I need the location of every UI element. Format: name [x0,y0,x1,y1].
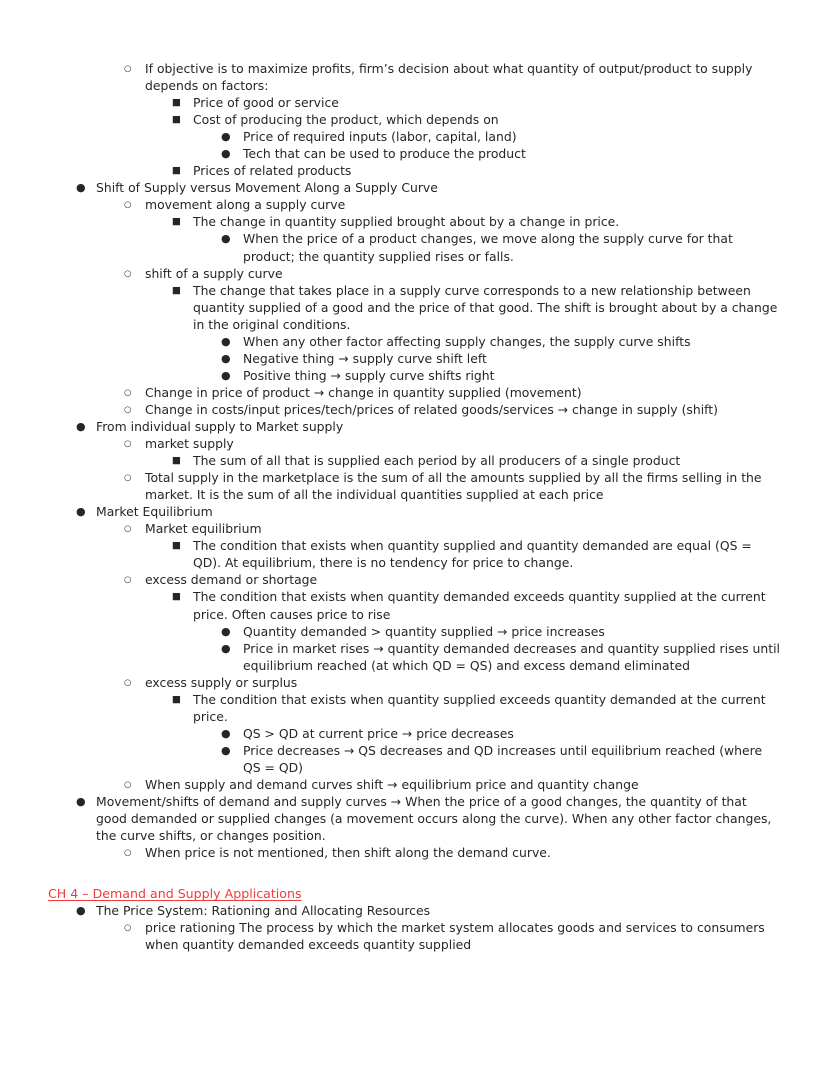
circle-bullet-icon: ○ [124,439,132,450]
square-bullet-icon: ■ [172,455,181,467]
outline-text: Shift of Supply versus Movement Along a Supply Curve [96,180,438,196]
outline-row [48,725,780,742]
outline-row [48,919,780,953]
outline-row [48,623,780,640]
outline-row [48,162,780,179]
outline-text: Market equilibrium [145,521,262,537]
outline-text: market supply [145,436,234,452]
list-item [48,401,780,418]
outline-text: If objective is to maximize profits, firm’s decision about what quantity of output/product to supply depends on factors: [145,61,753,94]
list-item [48,902,780,953]
outline-text: Negative thing → supply curve shift left [243,350,487,366]
outline-row [48,674,780,691]
outline-text: Price in market rises → quantity demanded decreases and quantity supplied rises until equilibrium reached (at which QD = QS) and excess demand eliminated [243,640,780,673]
outline-row [48,213,780,230]
disc-bullet-icon: ● [76,181,86,195]
circle-bullet-icon: ○ [124,848,132,859]
list-item [48,111,780,162]
list-item [48,128,780,145]
circle-bullet-icon: ○ [124,677,132,688]
outline-row [48,571,780,588]
outline-children [48,623,780,674]
disc-bullet-icon: ● [76,904,86,918]
outline-text: price rationing The process by which the market system allocates goods and services to consumers when quantity demanded exceeds quantity supplied [145,920,765,953]
outline-text: Positive thing → supply curve shifts right [243,367,495,383]
list-item [48,537,780,571]
square-bullet-icon: ■ [172,284,181,296]
outline-row [48,111,780,128]
outline-row [48,742,780,776]
list-item [48,145,780,162]
chapter-heading-container [48,885,780,902]
outline-text: Quantity demanded > quantity supplied → price increases [243,623,605,639]
outline-text: Cost of producing the product, which depends on [193,112,499,128]
outline-row [48,230,780,264]
list-item [48,503,780,793]
outline-text: The change in quantity supplied brought about by a change in price. [193,214,620,230]
list-item [48,333,780,350]
outline-row [48,902,780,919]
list-item [48,230,780,264]
outline-row [48,265,780,282]
outline-row [48,435,780,452]
outline-notes-body [48,60,780,953]
square-bullet-icon: ■ [172,114,181,126]
square-bullet-icon: ■ [172,540,181,552]
circle-bullet-icon: ○ [124,200,132,211]
outline-row [48,691,780,725]
list-item [48,742,780,776]
list-item [48,725,780,742]
circle-bullet-icon: ○ [124,923,132,934]
outline-children [48,230,780,264]
chapter-heading: CH 4 – Demand and Supply Applications [48,886,302,902]
outline-text: excess demand or shortage [145,572,318,588]
outline-row [48,793,780,844]
list-item [48,452,780,469]
outline-children [48,452,780,469]
outline-text: The condition that exists when quantity supplied exceeds quantity demanded at the current price. [193,691,766,724]
outline-text: When any other factor affecting supply changes, the supply curve shifts [243,333,691,349]
list-item [48,350,780,367]
outline-text: The condition that exists when quantity supplied and quantity demanded are equal (QS = QD). At equilibrium, there is no tendency for price to change. [193,538,752,571]
square-bullet-icon: ■ [172,165,181,177]
outline-text: Price of required inputs (labor, capital, land) [243,129,517,145]
outline-root [48,60,780,861]
list-item [48,623,780,640]
outline-row [48,401,780,418]
list-item [48,196,780,264]
outline-row [48,469,780,503]
disc-bullet-icon: ● [221,641,231,655]
list-item [48,640,780,674]
list-item [48,435,780,469]
outline-row [48,503,780,520]
disc-bullet-icon: ● [221,368,231,382]
square-bullet-icon: ■ [172,693,181,705]
outline-text: The condition that exists when quantity demanded exceeds quantity supplied at the current price. Often causes price to rise [193,589,766,622]
square-bullet-icon: ■ [172,591,181,603]
outline-text: Tech that can be used to produce the product [243,146,526,162]
list-item [48,520,780,571]
disc-bullet-icon: ● [76,419,86,433]
outline-row [48,520,780,537]
outline-row [48,60,780,94]
circle-bullet-icon: ○ [124,387,132,398]
outline-row [48,94,780,111]
square-bullet-icon: ■ [172,97,181,109]
circle-bullet-icon: ○ [124,404,132,415]
outline-text: excess supply or surplus [145,674,298,690]
circle-bullet-icon: ○ [124,473,132,484]
list-item [48,213,780,264]
disc-bullet-icon: ● [221,232,231,246]
outline-children [48,196,780,418]
outline-children [48,435,780,503]
disc-bullet-icon: ● [221,743,231,757]
list-item [48,469,780,503]
list-item [48,384,780,401]
list-item [48,367,780,384]
circle-bullet-icon: ○ [124,268,132,279]
outline-row [48,367,780,384]
disc-bullet-icon: ● [221,334,231,348]
outline-text: Change in costs/input prices/tech/prices of related goods/services → change in supply (shift) [145,401,718,417]
outline-text: From individual supply to Market supply [96,418,344,434]
outline-children [48,520,780,793]
circle-bullet-icon: ○ [124,575,132,586]
outline-text: When the price of a product changes, we move along the supply curve for that product; the quantity supplied rises or falls. [243,231,733,264]
disc-bullet-icon: ● [221,351,231,365]
list-item [48,282,780,384]
outline-text: The sum of all that is supplied each period by all producers of a single product [193,453,681,469]
outline-text: movement along a supply curve [145,197,346,213]
outline-children [48,844,780,861]
disc-bullet-icon: ● [221,624,231,638]
outline-row [48,452,780,469]
outline-text: Prices of related products [193,163,352,179]
chapter-outline-root [48,902,780,953]
outline-row [48,282,780,333]
outline-text: Total supply in the marketplace is the sum of all the amounts supplied by all the firms selling in the market. It is the sum of all the individual quantities supplied at each price [145,470,762,503]
circle-bullet-icon: ○ [124,524,132,535]
outline-row [48,196,780,213]
list-item [48,776,780,793]
disc-bullet-icon: ● [221,130,231,144]
list-item [48,571,780,673]
outline-row [48,350,780,367]
list-item [48,265,780,384]
list-item [48,691,780,776]
outline-text: When supply and demand curves shift → equilibrium price and quantity change [145,776,639,792]
outline-children [48,588,780,673]
outline-row [48,776,780,793]
disc-bullet-icon: ● [221,147,231,161]
outline-children [48,282,780,384]
outline-row [48,128,780,145]
outline-text: When price is not mentioned, then shift along the demand curve. [145,845,551,861]
disc-bullet-icon: ● [76,505,86,519]
outline-row [48,418,780,435]
list-item [48,588,780,673]
outline-children [48,537,780,571]
list-item [48,179,780,418]
outline-text: The Price System: Rationing and Allocating Resources [96,903,431,919]
outline-row [48,537,780,571]
outline-text: Market Equilibrium [96,504,213,520]
circle-bullet-icon: ○ [124,779,132,790]
outline-children [48,213,780,264]
outline-row [48,640,780,674]
outline-children [48,128,780,162]
outline-text: Price of good or service [193,95,339,111]
square-bullet-icon: ■ [172,216,181,228]
outline-text: Price decreases → QS decreases and QD increases until equilibrium reached (where QS = QD) [243,742,763,775]
list-item [48,94,780,111]
outline-children [48,333,780,384]
disc-bullet-icon: ● [221,726,231,740]
list-item [48,418,780,503]
outline-text: QS > QD at current price → price decreases [243,725,514,741]
outline-row [48,384,780,401]
list-item [48,844,780,861]
outline-row [48,588,780,622]
list-item [48,60,780,179]
list-item [48,919,780,953]
list-item [48,793,780,861]
list-item [48,162,780,179]
outline-children [48,691,780,776]
outline-text: Change in price of product → change in quantity supplied (movement) [145,384,582,400]
outline-row [48,333,780,350]
outline-row [48,145,780,162]
outline-row [48,844,780,861]
outline-row [48,179,780,196]
list-item [48,674,780,776]
outline-text: Movement/shifts of demand and supply curves → When the price of a good changes, the quantity of that good demanded or supplied changes (a movement occurs along the curve). When any other factor changes, the curve shifts, or changes position. [96,794,772,844]
outline-text: shift of a supply curve [145,265,283,281]
outline-children [48,919,780,953]
disc-bullet-icon: ● [76,795,86,809]
outline-text: The change that takes place in a supply curve corresponds to a new relationship between quantity supplied of a good and the price of that good. The shift is brought about by a change in the original conditions. [193,282,778,332]
circle-bullet-icon: ○ [124,64,132,74]
outline-children [48,94,780,179]
outline-children [48,725,780,776]
